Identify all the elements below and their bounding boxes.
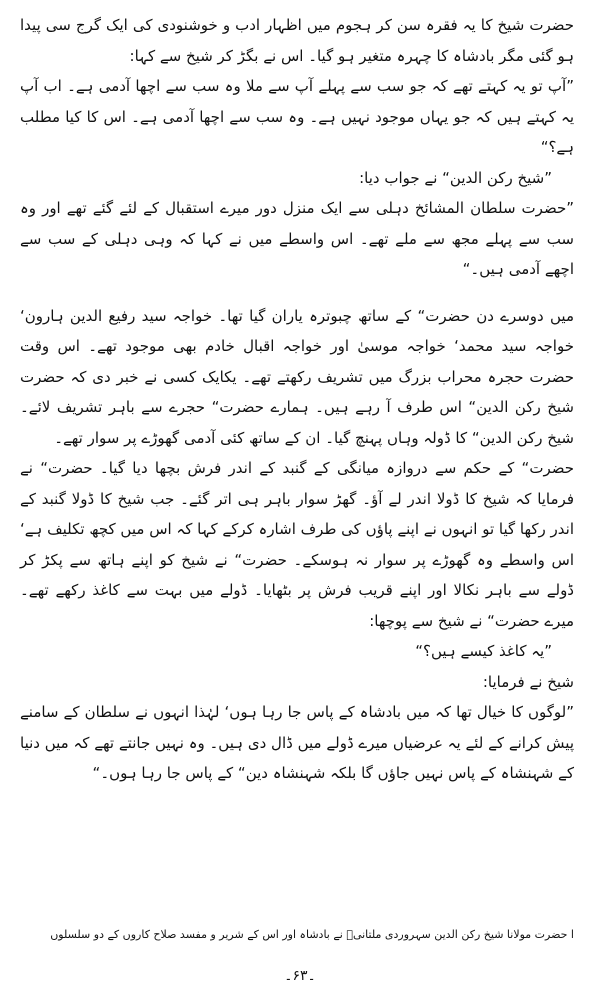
paragraph-7-question: ”یہ کاغذ کیسے ہیں؟“ (415, 642, 552, 660)
footnote: ا حضرت مولانا شیخ رکن الدین سہروردی ملتانیؒ نے بادشاہ اور اس کے شریر و مفسد صلاح کاروں کے دو سلسلوں (50, 928, 574, 941)
paragraph-1: حضرت شیخ کا یہ فقرہ سن کر ہجوم میں اظہار ادب و خوشنودی کی ایک گرج سی پیدا ہو گئی مگر بادشاہ کا چہرہ متغیر ہو گیا۔ اس نے بگڑ کر شیخ سے کہا: (20, 16, 574, 65)
paragraph-3-reply-intro: ”شیخ رکن الدین“ نے جواب دیا: (359, 168, 552, 187)
page-number: ۔۶۳۔ (284, 968, 316, 984)
paragraph-8-reply-intro: شیخ نے فرمایا: (482, 672, 574, 691)
body-text (20, 10, 574, 789)
paragraph-9-quote: ”لوگوں کا خیال تھا کہ میں بادشاہ کے پاس جا رہا ہوں‘ لہٰذا انہوں نے سلطان کے سامنے پیش کرانے کے لئے یہ عرضیاں میرے ڈولے میں ڈال دی ہیں۔ وہ نہیں جانتے تھے کہ میں دنیا کے شہنشاہ کے پاس نہیں جاؤں گا بلکہ شہنشاہ دین“ کے پاس جا رہا ہوں۔“ (20, 703, 574, 782)
paragraph-2-quote: ”آپ تو یہ کہتے تھے کہ جو سب سے پہلے آپ سے ملا وہ سب سے اچھا آدمی ہے۔ اب آپ یہ کہتے ہیں کہ جو یہاں موجود نہیں ہے۔ وہ سب سے اچھا آدمی ہے۔ اس کا کیا مطلب ہے؟“ (20, 77, 574, 156)
paragraph-6: حضرت“ کے حکم سے دروازہ میانگی کے گنبد کے اندر فرش بچھا دیا گیا۔ حضرت“ نے فرمایا کہ شیخ کا ڈولا اندر لے آؤ۔ گھڑ سوار باہر ہی اتر گئے۔ جب شیخ کا ڈولا گنبد کے اندر رکھا گیا تو انہوں نے اپنے پاؤں کی طرف اشارہ کرکے کہا کہ اس میں کچھ تکلیف ہے‘ اس واسطے وہ گھوڑے پر سوار نہ ہوسکے۔ حضرت“ نے شیخ کو اپنے ہاتھ سے پکڑ کر ڈولے سے باہر نکالا اور اپنے قریب فرش پر بٹھایا۔ ڈولے میں بہت سے کاغذ رکھے تھے۔ میرے حضرت“ نے شیخ سے پوچھا: (20, 459, 574, 630)
paragraph-4-quote: ”حضرت سلطان المشائخ دہلی سے ایک منزل دور میرے استقبال کے لئے گئے تھے اور وہ سب سے پہلے مجھ سے ملے تھے۔ اس واسطے میں نے کہا کہ وہی دہلی کے سب سے اچھے آدمی ہیں۔“ (20, 199, 574, 278)
paragraph-5: میں دوسرے دن حضرت“ کے ساتھ چبوترہ یاران گیا تھا۔ خواجہ سید رفیع الدین ہارون‘ خواجہ سید محمد‘ خواجہ موسیٰ اور خواجہ اقبال خادم بھی موجود تھے۔ اس وقت حضرت حجرہ محراب بزرگ میں تشریف رکھتے تھے۔ یکایک کسی نے خبر دی کہ حضرت شیخ رکن الدین“ اس طرف آ رہے ہیں۔ ہمارے حضرت“ حجرے سے باہر تشریف لائے۔ شیخ رکن الدین“ کا ڈولہ وہاں پہنچ گیا۔ ان کے ساتھ کئی آدمی گھوڑے پر سوار تھے۔ (20, 306, 574, 447)
